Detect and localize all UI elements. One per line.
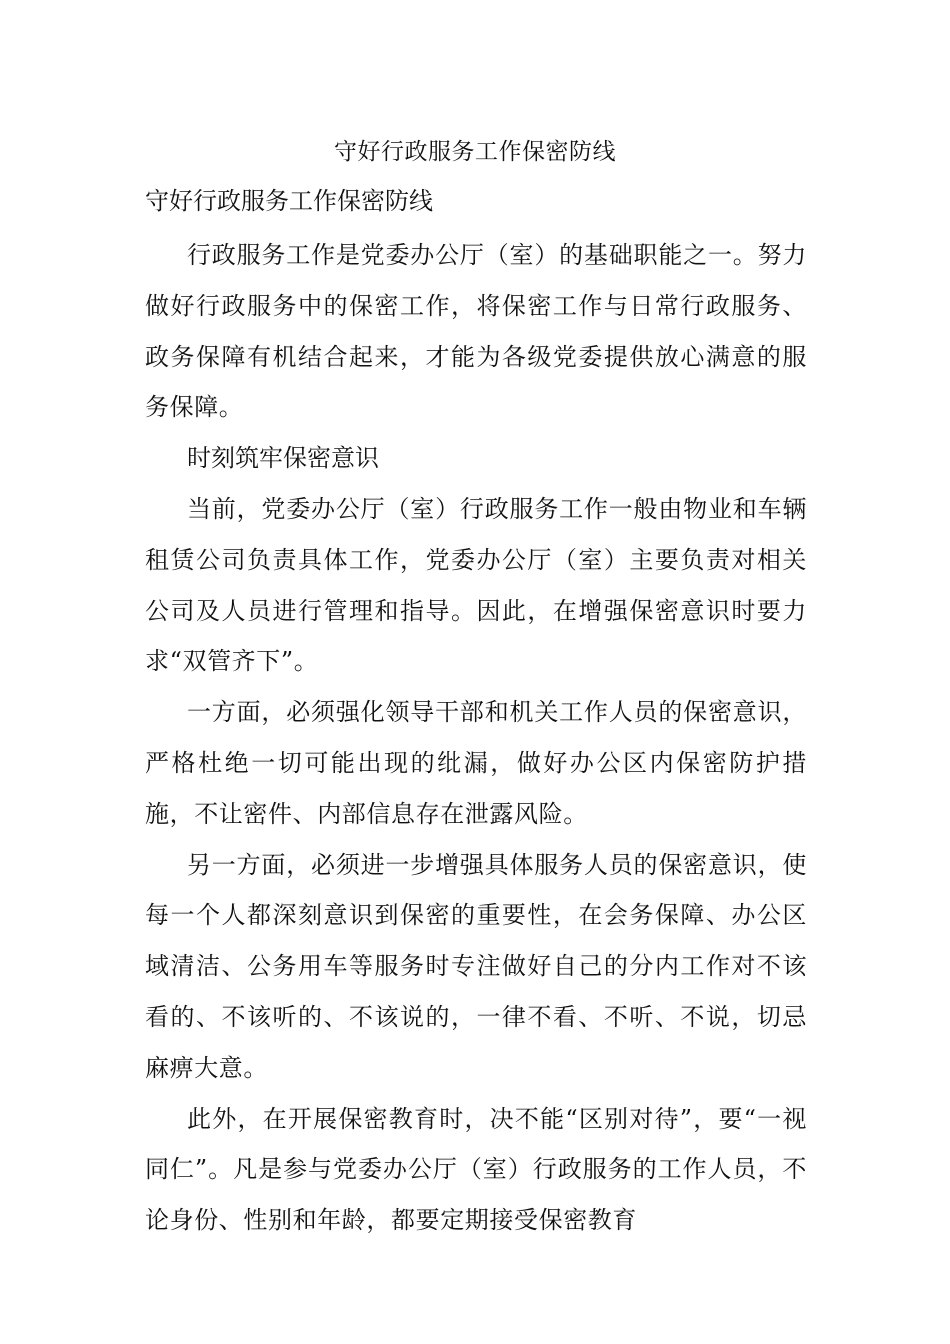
paragraph-other-hand: 另一方面，必须进一步增强具体服务人员的保密意识，使每一个人都深刻意识到保密的重要性，在会务保障、办公区域清洁、公务用车等服务时专注做好自己的分内工作对不该看的、不该听的、不该说的，一律不看、不听、不说，切忌麻痹大意。 — [145, 850, 807, 1082]
paragraph-intro: 行政服务工作是党委办公厅（室）的基础职能之一。努力做好行政服务中的保密工作，将保密工作与日常行政服务、政务保障有机结合起来，才能为各级党委提供放心满意的服务保障。 — [145, 241, 807, 422]
section-heading: 时刻筑牢保密意识 — [187, 444, 379, 473]
document-title: 守好行政服务工作保密防线 — [334, 139, 616, 165]
paragraph-one-hand: 一方面，必须强化领导干部和机关工作人员的保密意识，严格杜绝一切可能出现的纰漏，做好办公区内保密防护措施，不让密件、内部信息存在泄露风险。 — [145, 698, 807, 828]
document-body — [145, 230, 807, 1246]
paragraph-moreover: 此外，在开展保密教育时，决不能“区别对待”，要“一视同仁”。凡是参与党委办公厅（室）行政服务的工作人员，不论身份、性别和年龄，都要定期接受保密教育 — [145, 1104, 807, 1235]
paragraph-current: 当前，党委办公厅（室）行政服务工作一般由物业和车辆租赁公司负责具体工作，党委办公厅（室）主要负责对相关公司及人员进行管理和指导。因此，在增强保密意识时要力求“双管齐下”。 — [145, 494, 807, 676]
document-subtitle: 守好行政服务工作保密防线 — [145, 187, 433, 215]
